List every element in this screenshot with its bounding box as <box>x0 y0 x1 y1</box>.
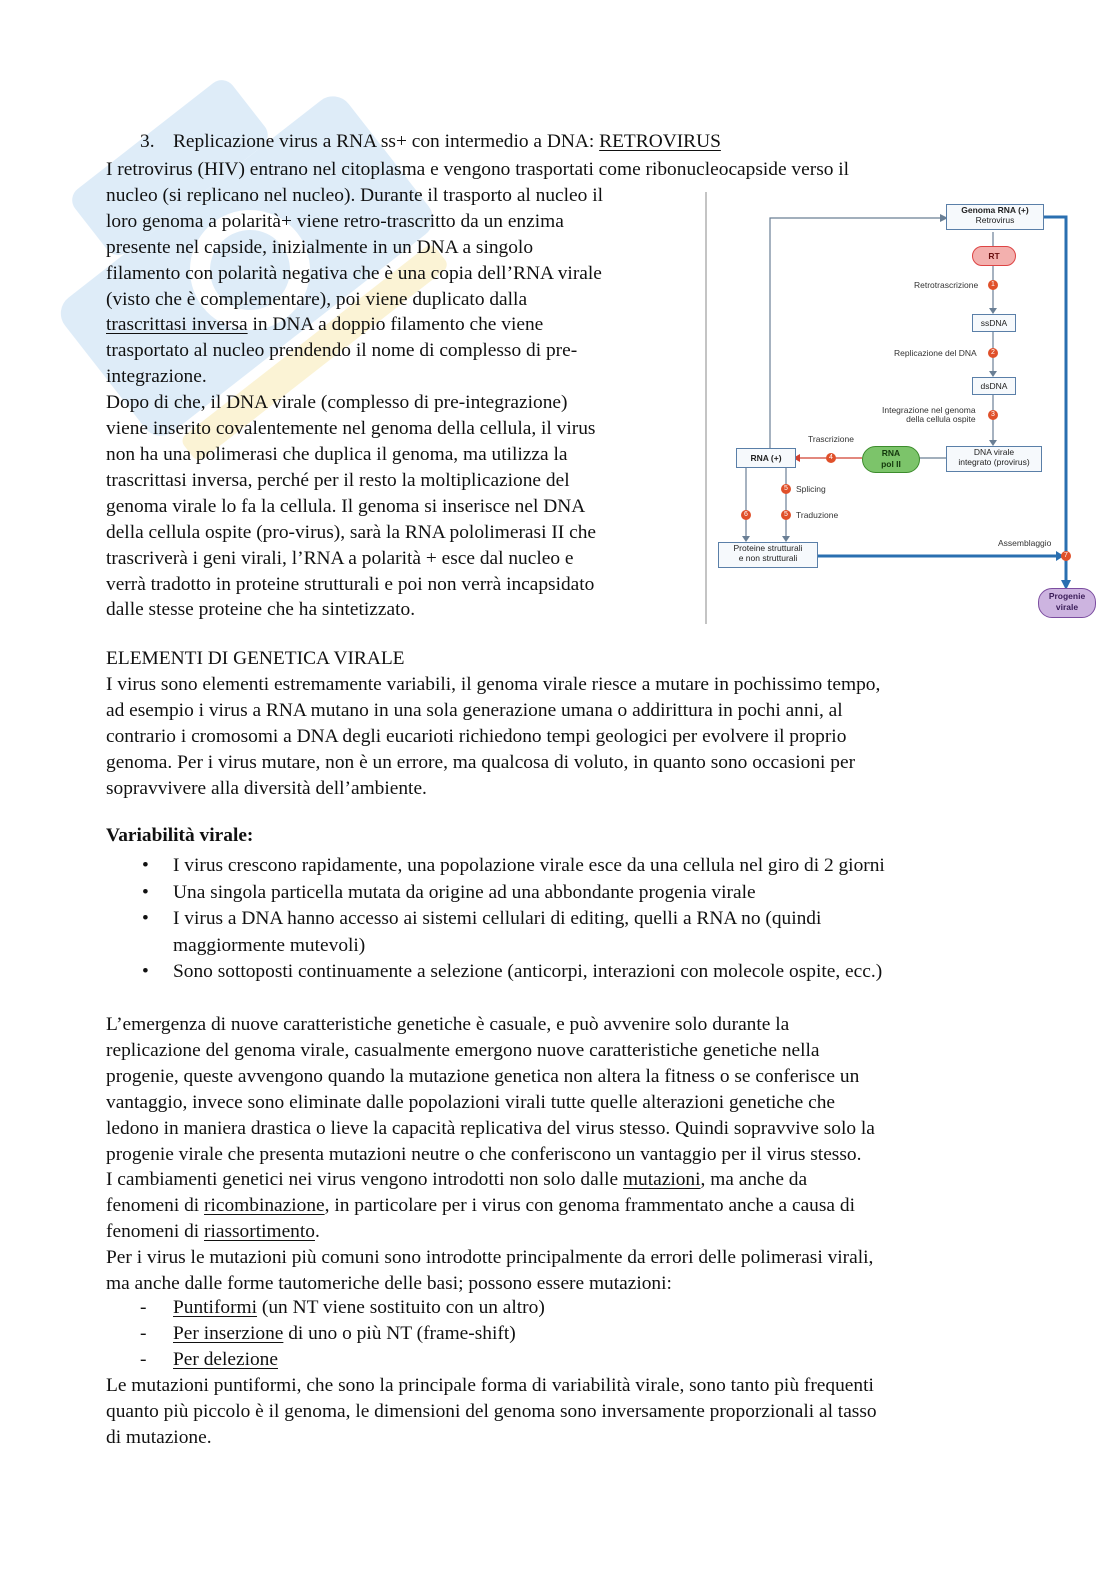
text-fragment: fenomeni di <box>106 1195 205 1217</box>
text-line: replicazione del genoma virale, casualmente emergono nuove caratteristiche genetiche nella <box>106 1039 820 1061</box>
text-line: Dopo di che, il DNA virale (complesso di pre-integrazione) <box>106 392 568 414</box>
step-5a-marker: 5 <box>781 484 791 494</box>
text-line: nucleo (si replicano nel nucleo). Durante il trasporto al nucleo il <box>106 184 603 206</box>
rna-pol-ii-pill <box>862 446 920 473</box>
replicazione-label: Replicazione del DNA <box>894 348 977 358</box>
text-line: Per i virus le mutazioni più comuni sono introdotte principalmente da errori delle polimerasi virali, <box>106 1247 874 1269</box>
assemblaggio-label: Assemblaggio <box>998 538 1052 548</box>
puntiformi-term: Puntiformi <box>173 1297 258 1318</box>
text-line <box>106 1167 875 1193</box>
text-line: della cellula ospite (pro-virus), sarà la RNA pololimerasi II che <box>106 521 596 543</box>
list-item <box>106 906 885 959</box>
rna-plus-box: RNA (+) <box>736 448 796 468</box>
text-line: ad esempio i virus a RNA mutano in una sola generazione umana o addirittura in pochi anni, al <box>106 699 843 721</box>
text-line: L’emergenza di nuove caratteristiche genetiche è casuale, e può avvenire solo durante la <box>106 1014 790 1035</box>
text-line <box>106 1219 875 1245</box>
list-item-text: I virus a DNA hanno accesso ai sistemi cellulari di editing, quelli a RNA no (quindi <box>173 908 822 929</box>
step-4-marker: 4 <box>826 453 836 463</box>
emergenza-paragraph <box>106 1012 875 1297</box>
proteine-box <box>718 542 818 568</box>
text-fragment: fenomeni di <box>106 1221 205 1243</box>
dna-virale-line-1: DNA virale <box>973 447 1015 457</box>
step-2-marker: 2 <box>988 348 998 358</box>
mutazioni-list <box>106 1295 545 1373</box>
list-item <box>106 1347 545 1373</box>
ssdna-box: ssDNA <box>972 314 1016 332</box>
rt-enzyme-pill: RT <box>972 246 1016 266</box>
progenie-line-1: Progenie <box>1048 591 1086 601</box>
text-line: genoma. Per i virus mutare, non è un errore, ma qualcosa di voluto, in quanto sono occasioni per <box>106 751 856 773</box>
genetica-heading: ELEMENTI DI GENETICA VIRALE <box>106 648 405 669</box>
text-line: ma anche dalle forme tautomeriche delle basi; possono essere mutazioni: <box>106 1273 672 1295</box>
dash-mark: - <box>140 1323 147 1344</box>
text-line: trascrittasi inversa, perché per il resto la moltiplicazione del <box>106 469 570 491</box>
dsdna-box: dsDNA <box>972 377 1016 395</box>
step-7-marker: 7 <box>1061 551 1071 561</box>
step-3-marker: 3 <box>988 410 998 420</box>
text-line: filamento con polarità negativa che è una copia dell’RNA virale <box>106 262 602 284</box>
dash-mark: - <box>140 1297 147 1318</box>
text-line: non ha una polimerasi che duplica il genoma, ma utilizza la <box>106 443 568 465</box>
list-item <box>106 1295 545 1321</box>
text-line: trascriverà i geni virali, l’RNA a polarità + esce dal nucleo e <box>106 547 574 569</box>
text-line: contrario i cromosomi a DNA degli eucarioti richiedono tempi geologici per evolvere il proprio <box>106 725 847 747</box>
section-number: 3. <box>140 131 155 152</box>
mutazioni-term: mutazioni <box>622 1169 701 1191</box>
rna-pol-line-1: RNA <box>881 448 901 458</box>
list-item <box>106 959 885 986</box>
rna-pol-line-2: pol II <box>881 459 901 469</box>
progenie-virale-pill <box>1038 588 1096 618</box>
list-item-text: Sono sottoposti continuamente a selezione (anticorpi, interazioni con molecole ospite, ecc.) <box>173 961 883 982</box>
dna-virale-line-2: integrato (provirus) <box>958 457 1030 467</box>
section-title-text: Replicazione virus a RNA ss+ con intermedio a DNA: <box>173 131 600 152</box>
text-line: trasportato al nucleo prendendo il nome di complesso di pre- <box>106 340 578 362</box>
conclusione-paragraph <box>106 1373 877 1451</box>
text-line: progenie, queste avvengono quando la mutazione genetica non altera la fitness o se conferisce un <box>106 1065 860 1087</box>
retrovirus-link: RETROVIRUS <box>599 131 721 152</box>
list-item <box>106 880 885 907</box>
text-line: presente nel capside, inizialmente in un DNA a singolo <box>106 236 534 258</box>
text-fragment: . <box>314 1221 320 1243</box>
text-line: (visto che è complementare), poi viene duplicato dalla <box>106 288 528 310</box>
trascrizione-label: Trascrizione <box>808 434 854 444</box>
variabilita-heading: Variabilità virale: <box>106 825 254 846</box>
list-item-text: Una singola particella mutata da origine ad una abbondante progenia virale <box>173 881 756 903</box>
genome-box-title: Genoma RNA (+) <box>961 205 1029 215</box>
text-line: ledono in maniera drastica o lieve la capacità replicativa del virus stesso. Quindi sopravvive solo la <box>106 1117 875 1139</box>
progenie-line-2: virale <box>1055 602 1079 612</box>
text-line: genoma virale lo fa la cellula. Il genoma si inserisce nel DNA <box>106 495 586 517</box>
list-item-text: (un NT viene sostituito con un altro) <box>257 1297 545 1318</box>
dash-mark: - <box>140 1349 147 1370</box>
text-line: quanto più piccolo è il genoma, le dimensioni del genoma sono inversamente proporzionali al tasso <box>106 1400 877 1422</box>
proteine-line-2: e non strutturali <box>738 553 798 563</box>
text-line: vantaggio, invece sono eliminate dalle popolazioni virali tutte quelle alterazioni genetiche che <box>106 1091 836 1113</box>
text-fragment: , in particolare per i virus con genoma frammentato anche a causa di <box>324 1195 855 1217</box>
genetica-section <box>106 646 880 801</box>
text-fragment: I cambiamenti genetici nei virus vengono introdotti non solo dalle <box>106 1169 623 1191</box>
integrazione-label <box>882 406 976 424</box>
retrotrascrizione-label: Retrotrascrizione <box>914 280 979 290</box>
integrazione-line-2: della cellula ospite <box>906 414 976 424</box>
integrazione-line-1: Integrazione nel genoma <box>882 405 976 415</box>
text-line: integrazione. <box>106 366 207 388</box>
bullet-mark: • <box>142 855 149 876</box>
text-line: Le mutazioni puntiformi, che sono la principale forma di variabilità virale, sono tanto più frequenti <box>106 1375 874 1396</box>
riassortimento-term: riassortimento <box>204 1221 315 1243</box>
text-line: loro genoma a polarità+ viene retro-trascritto da un enzima <box>106 210 564 232</box>
dna-virale-box <box>946 446 1042 472</box>
list-item <box>106 853 885 880</box>
retrovirus-replication-diagram <box>704 192 1108 624</box>
text-line: I retrovirus (HIV) entrano nel citoplasma e vengono trasportati come ribonucleocapside verso il <box>106 159 850 180</box>
genome-box-subtitle: Retrovirus <box>975 215 1015 225</box>
step-6-marker: 6 <box>741 510 751 520</box>
step-1-marker: 1 <box>988 280 998 290</box>
text-line: viene inserito covalentemente nel genoma della cellula, il virus <box>106 418 596 440</box>
variabilita-list <box>106 853 885 986</box>
text-line: sopravvivere alla diversità dell’ambiente. <box>106 777 427 799</box>
text-fragment: , ma anche da <box>700 1169 808 1191</box>
traduzione-label: Traduzione <box>796 510 839 520</box>
text-line: dalle stesse proteine che ha sintetizzato. <box>106 599 416 621</box>
bullet-mark: • <box>142 961 149 982</box>
bullet-mark: • <box>142 908 149 929</box>
text-fragment: in DNA a doppio filamento che viene <box>247 314 544 336</box>
text-line: progenie virale che presenta mutazioni neutre o che conferiscono un vantaggio per il virus stesso. <box>106 1143 862 1165</box>
text-line: di mutazione. <box>106 1426 212 1448</box>
text-line <box>106 1193 875 1219</box>
list-item-text: di uno o più NT (frame-shift) <box>283 1323 516 1344</box>
list-item <box>106 1321 545 1347</box>
text-line: I virus sono elementi estremamente variabili, il genoma virale riesce a mutare in pochissimo tempo, <box>106 673 881 695</box>
bullet-mark: • <box>142 881 149 903</box>
section-3-title <box>140 131 721 153</box>
genome-rna-box <box>946 204 1044 230</box>
step-5b-marker: 5 <box>781 510 791 520</box>
delezione-term: Per delezione <box>173 1349 278 1370</box>
text-line: verrà tradotto in proteine strutturali e poi non verrà incapsidato <box>106 573 595 595</box>
proteine-line-1: Proteine strutturali <box>733 543 803 553</box>
inserzione-term: Per inserzione <box>173 1323 284 1344</box>
trascrittasi-inversa-term: trascrittasi inversa <box>106 314 248 336</box>
splicing-label: Splicing <box>796 484 826 494</box>
list-item-text: maggiormente mutevoli) <box>173 934 366 956</box>
ricombinazione-term: ricombinazione <box>204 1195 325 1217</box>
list-item-text: I virus crescono rapidamente, una popolazione virale esce da una cellula nel giro di 2 giorni <box>173 855 885 876</box>
